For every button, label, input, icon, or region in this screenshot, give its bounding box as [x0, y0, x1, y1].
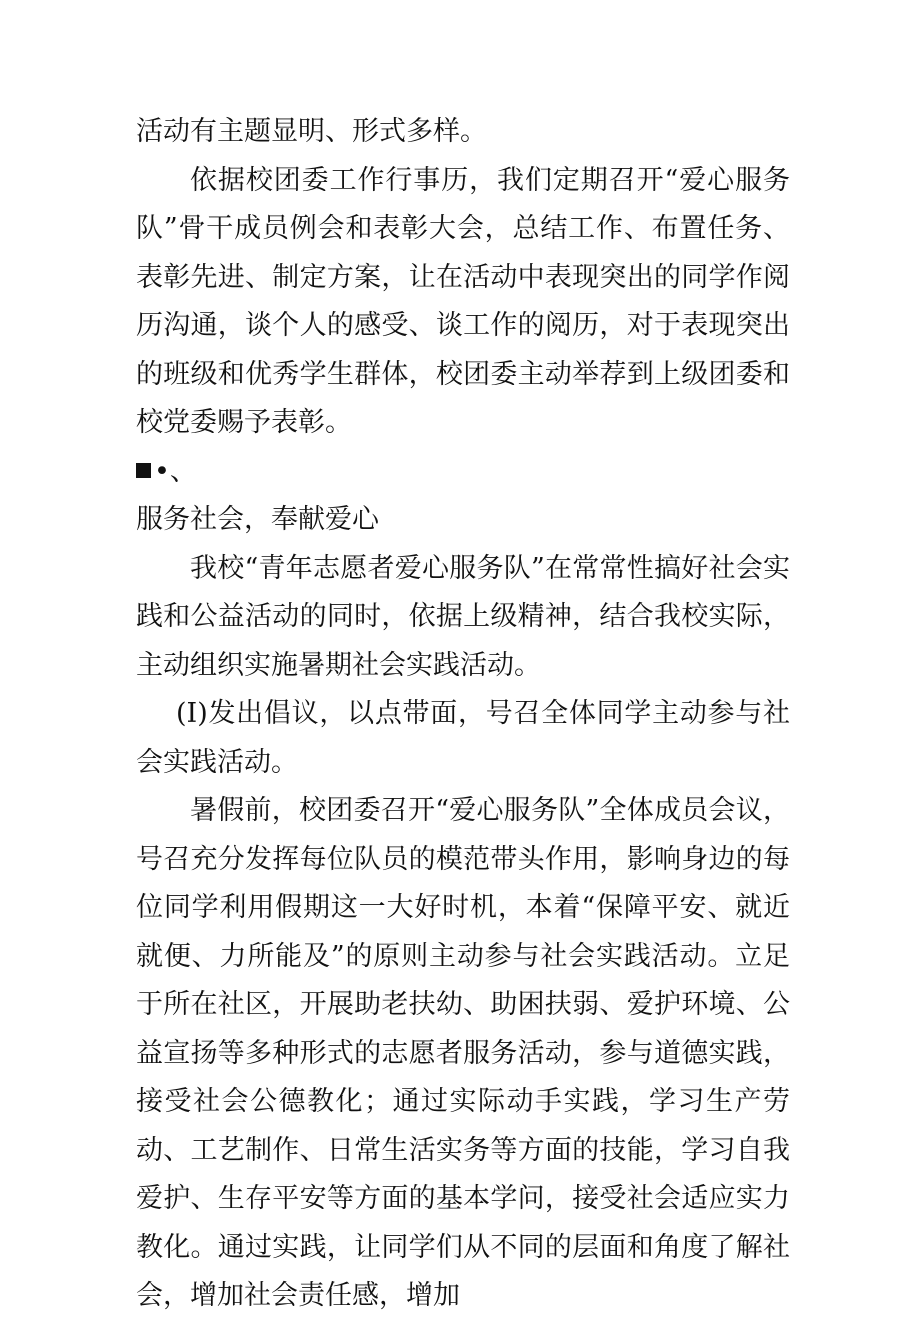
document-body — [136, 108, 790, 1321]
paragraph-item-one: (I)发出倡议，以点带面，号召全体同学主动参与社会实践活动。 — [136, 698, 790, 778]
bullet-heading — [136, 448, 790, 497]
bullet-heading-text: •、 — [154, 455, 197, 487]
section-heading: 服务社会，奉献爱心 — [136, 504, 379, 535]
paragraph-summer-practice: 我校“青年志愿者爱心服务队”在常常性搞好社会实践和公益活动的同时，依据上级精神，结合我校实际，主动组织实施暑期社会实践活动。 — [136, 552, 790, 681]
square-bullet-icon — [136, 463, 151, 478]
paragraph-summer-details: 暑假前，校团委召开“爱心服务队”全体成员会议，号召充分发挥每位队员的模范带头作用，影响身边的每位同学利用假期这一大好时机，本着“保障平安、就近就便、力所能及”的原则主动参与社会实践活动。立足于所在社区，开展助老扶幼、助困扶弱、爱护环境、公益宣扬等多种形式的志愿者服务活动，参与道德实践，接受社会公德教化；通过实际动手实践，学习生产劳动、工艺制作、日常生活实务等方面的技能，学习自我爱护、生存平安等方面的基本学问，接受社会适应实力教化。通过实践，让同学们从不同的层面和角度了解社会，增加社会责任感，增加 — [136, 795, 790, 1311]
paragraph-meetings: 依据校团委工作行事历，我们定期召开“爱心服务队”骨干成员例会和表彰大会，总结工作、布置任务、表彰先进、制定方案，让在活动中表现突出的同学作阅历沟通，谈个人的感受、谈工作的阅历，对于表现突出的班级和优秀学生群体，校团委主动举荐到上级团委和校党委赐予表彰。 — [136, 164, 790, 438]
paragraph-continuation: 活动有主题显明、形式多样。 — [136, 116, 487, 147]
